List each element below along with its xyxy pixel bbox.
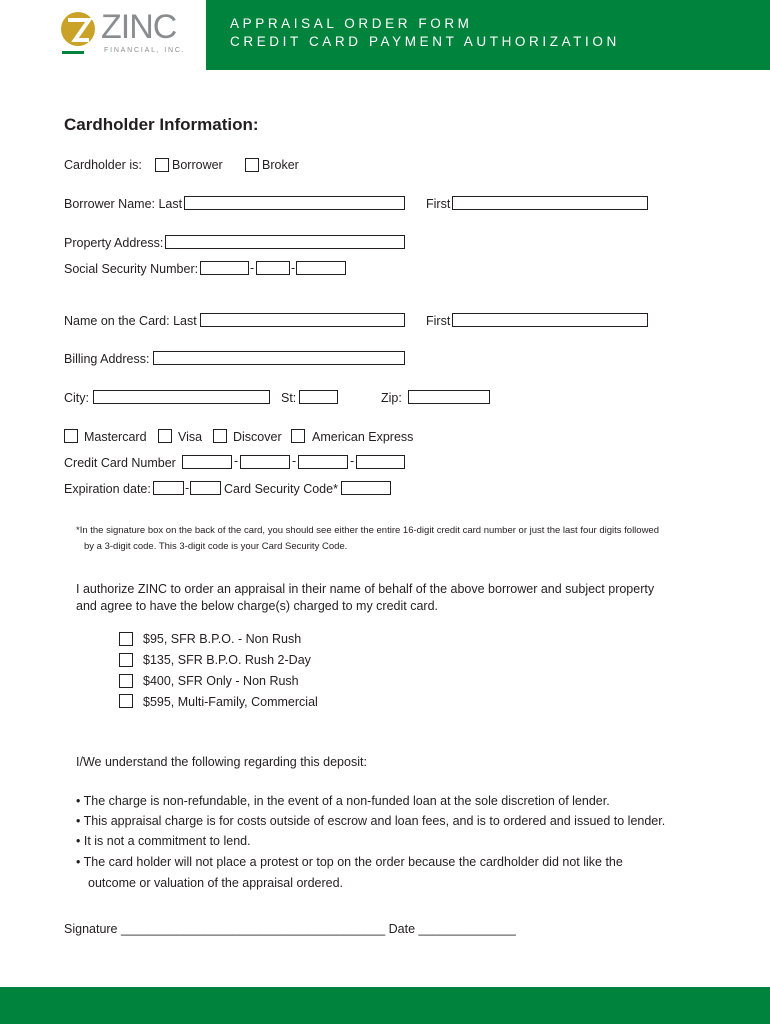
borrower-option-label: Borrower — [172, 158, 223, 172]
logo-subtitle: FINANCIAL, INC. — [104, 47, 186, 54]
ssn-label: Social Security Number: — [64, 262, 199, 276]
broker-option-label: Broker — [262, 158, 299, 172]
visa-label: Visa — [178, 430, 203, 444]
billing-address-field[interactable] — [153, 351, 405, 365]
bullet-protest: • The card holder will not place a protest or top on the order because the cardholder did not like the — [76, 855, 623, 869]
property-address-field[interactable] — [165, 235, 405, 249]
charge-95-label: $95, SFR B.P.O. - Non Rush — [143, 632, 302, 646]
borrower-last-name-field[interactable] — [184, 196, 405, 210]
mastercard-checkbox[interactable] — [64, 429, 78, 443]
charge-595-label: $595, Multi-Family, Commercial — [143, 695, 318, 709]
ssn-separator: - — [291, 261, 296, 275]
property-address-label: Property Address: — [64, 236, 164, 250]
card-last-name-field[interactable] — [200, 313, 405, 327]
charge-95-checkbox[interactable] — [119, 632, 133, 646]
charge-595-checkbox[interactable] — [119, 694, 133, 708]
authorization-line-1: I authorize ZINC to order an appraisal in their name of behalf of the above borrower and subject property — [76, 582, 655, 596]
card-name-last-label: Name on the Card: Last — [64, 314, 197, 328]
footnote-line-1: *In the signature box on the back of the card, you should see either the entire 16-digit credit card number or just the last four digits followed — [76, 525, 660, 536]
signature-date-line: Signature ______________________________________ Date ______________ — [64, 922, 516, 936]
discover-checkbox[interactable] — [213, 429, 227, 443]
expiration-year-field[interactable] — [190, 481, 221, 495]
card-name-first-label: First — [426, 314, 451, 328]
cc-separator: - — [292, 454, 297, 468]
footnote-line-2: by a 3-digit code. This 3-digit code is your Card Security Code. — [84, 541, 348, 552]
header-title: APPRAISAL ORDER FORM — [230, 16, 473, 31]
zip-label: Zip: — [381, 391, 402, 405]
footer-band — [0, 987, 770, 1024]
state-field[interactable] — [299, 390, 338, 404]
city-label: City: — [64, 391, 89, 405]
bullet-protest-continued: outcome or valuation of the appraisal ordered. — [88, 876, 344, 890]
cc-number-part3-field[interactable] — [298, 455, 348, 469]
cc-number-label: Credit Card Number — [64, 456, 176, 470]
card-first-name-field[interactable] — [452, 313, 648, 327]
bullet-not-commitment: • It is not a commitment to lend. — [76, 834, 251, 848]
charge-400-label: $400, SFR Only - Non Rush — [143, 674, 299, 688]
charge-135-checkbox[interactable] — [119, 653, 133, 667]
bullet-costs: • This appraisal charge is for costs outside of escrow and loan fees, and is to ordered and issued to lender. — [76, 814, 666, 828]
visa-checkbox[interactable] — [158, 429, 172, 443]
cc-separator: - — [350, 454, 355, 468]
borrower-first-label: First — [426, 197, 451, 211]
discover-label: Discover — [233, 430, 282, 444]
expiration-label: Expiration date: — [64, 482, 151, 496]
cc-number-part2-field[interactable] — [240, 455, 290, 469]
ssn-separator: - — [250, 261, 255, 275]
understand-heading: I/We understand the following regarding this deposit: — [76, 755, 367, 769]
ssn-part3-field[interactable] — [296, 261, 346, 275]
billing-address-label: Billing Address: — [64, 352, 150, 366]
charge-135-label: $135, SFR B.P.O. Rush 2-Day — [143, 653, 311, 667]
logo-wordmark: ZINC — [101, 8, 177, 46]
city-field[interactable] — [93, 390, 270, 404]
cardholder-label: Cardholder is: — [64, 158, 142, 172]
cc-number-part4-field[interactable] — [356, 455, 405, 469]
zinc-logo-mark-icon — [60, 10, 100, 56]
bullet-non-refundable: • The charge is non-refundable, in the event of a non-funded loan at the sole discretion of lender. — [76, 794, 610, 808]
borrower-checkbox[interactable] — [155, 158, 169, 172]
state-label: St: — [281, 391, 297, 405]
zip-field[interactable] — [408, 390, 490, 404]
authorization-line-2: and agree to have the below charge(s) charged to my credit card. — [76, 599, 439, 613]
american-express-checkbox[interactable] — [291, 429, 305, 443]
security-code-field[interactable] — [341, 481, 391, 495]
borrower-first-name-field[interactable] — [452, 196, 648, 210]
expiration-month-field[interactable] — [153, 481, 184, 495]
charge-400-checkbox[interactable] — [119, 674, 133, 688]
borrower-last-label: Borrower Name: Last — [64, 197, 183, 211]
security-code-label: Card Security Code* — [224, 482, 338, 496]
mastercard-label: Mastercard — [84, 430, 147, 444]
ssn-part1-field[interactable] — [200, 261, 249, 275]
cc-separator: - — [234, 454, 239, 468]
header-subtitle: CREDIT CARD PAYMENT AUTHORIZATION — [230, 34, 620, 49]
american-express-label: American Express — [312, 430, 414, 444]
cc-number-part1-field[interactable] — [182, 455, 232, 469]
broker-checkbox[interactable] — [245, 158, 259, 172]
ssn-part2-field[interactable] — [256, 261, 290, 275]
expiration-separator: - — [185, 481, 190, 495]
section-title: Cardholder Information: — [64, 115, 259, 134]
